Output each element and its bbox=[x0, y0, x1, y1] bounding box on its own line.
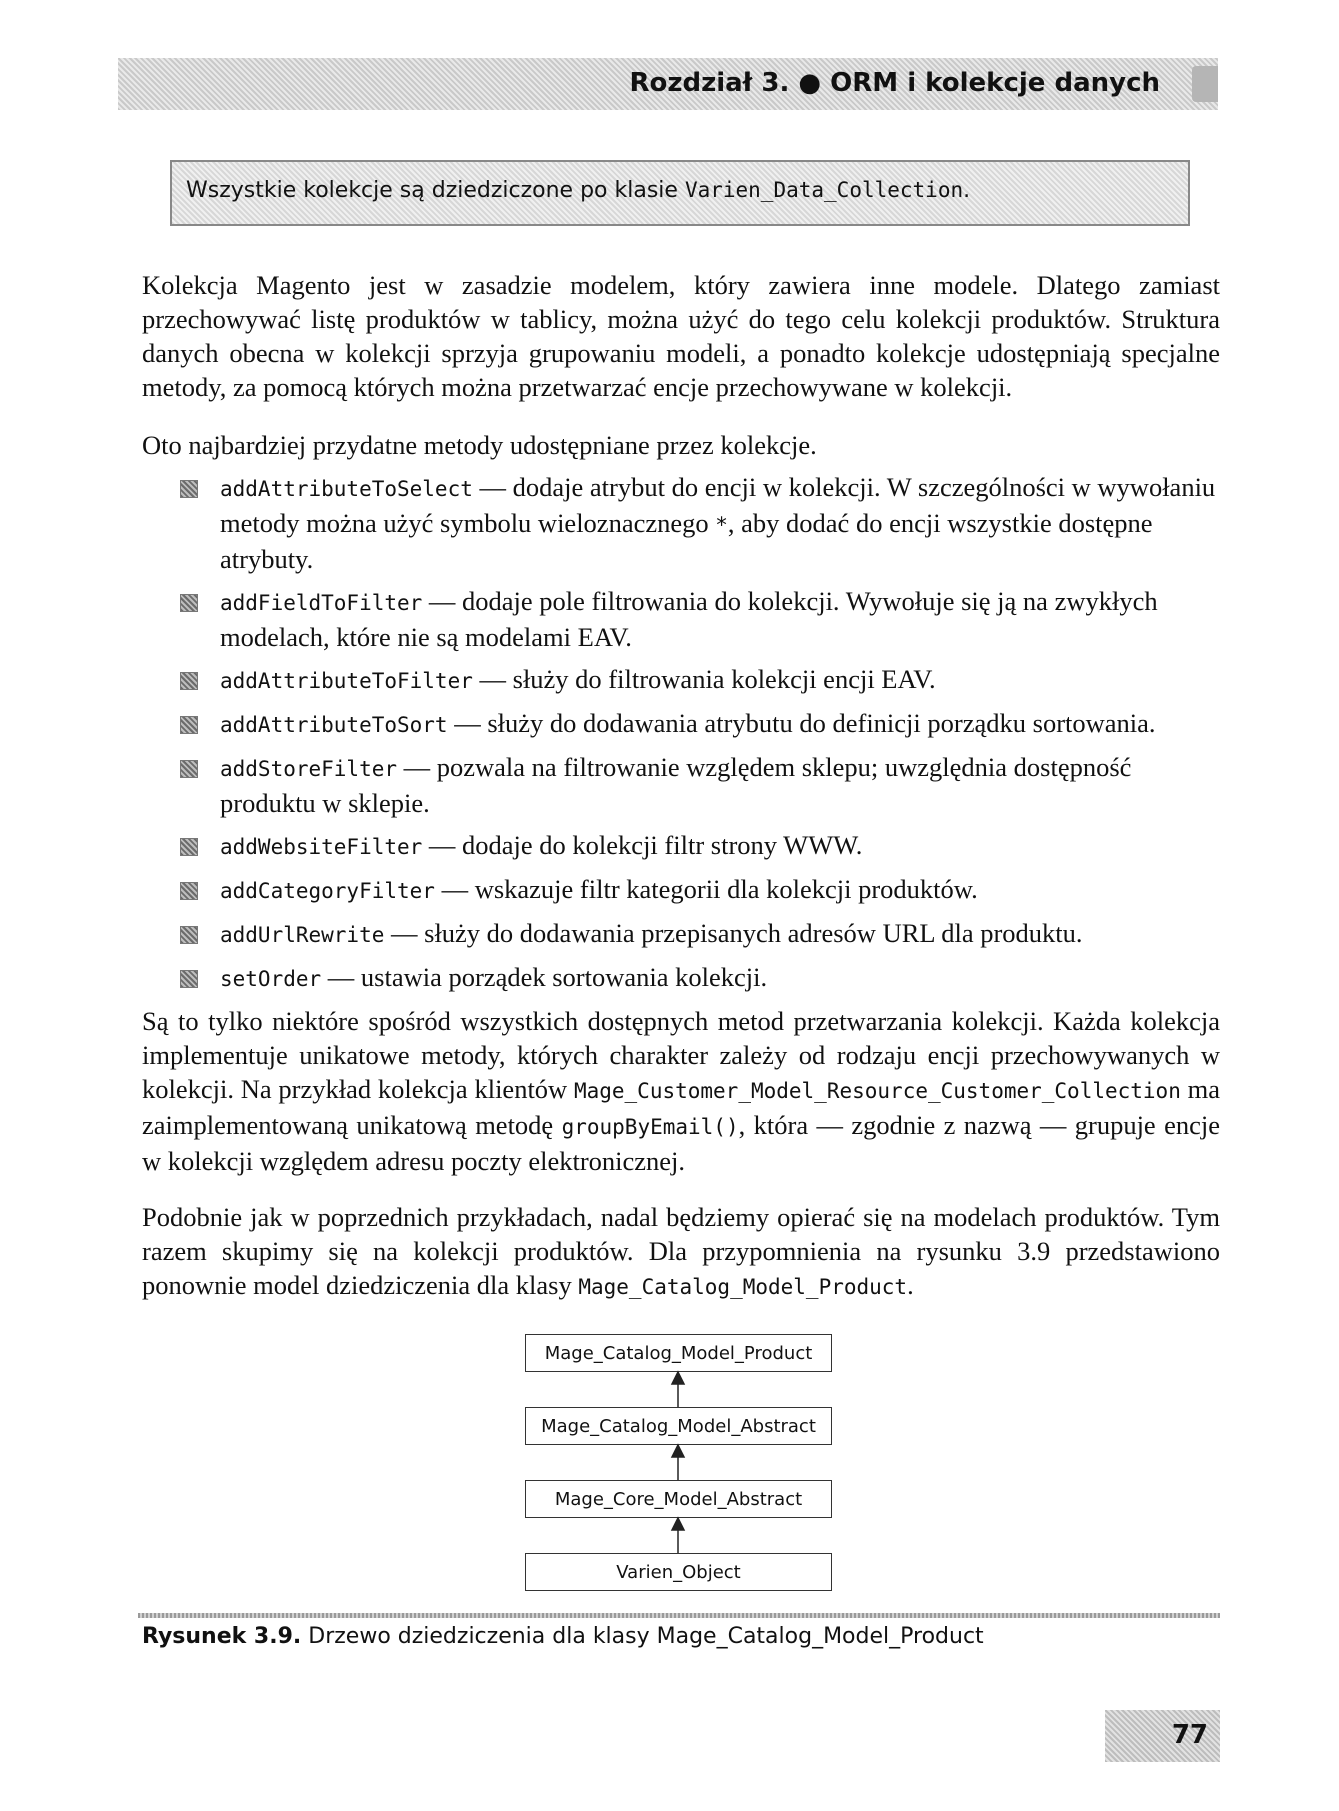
list-item: addAttributeToSort — służy do dodawania atrybutu do definicji porządku sortowania. bbox=[176, 706, 1216, 742]
page-number: 77 bbox=[1171, 1720, 1208, 1750]
list-item: addUrlRewrite — służy do dodawania przepisanych adresów URL dla produktu. bbox=[176, 916, 1216, 952]
arrow-up-icon bbox=[672, 1518, 684, 1530]
caption-divider bbox=[138, 1613, 1220, 1618]
chapter-title: Rozdział 3. ● ORM i kolekcje danych bbox=[629, 68, 1160, 98]
list-item: addAttributeToFilter — służy do filtrowania kolekcji encji EAV. bbox=[176, 662, 1216, 698]
header-tab-marker bbox=[1192, 66, 1218, 102]
arrow-up-icon bbox=[672, 1445, 684, 1457]
bullet-square-icon bbox=[180, 760, 198, 778]
inline-code: Mage_Catalog_Model_Product bbox=[578, 1275, 908, 1299]
inline-code: Mage_Customer_Model_Resource_Customer_Collection bbox=[573, 1079, 1181, 1103]
bullet-square-icon bbox=[180, 970, 198, 988]
bullet-square-icon bbox=[180, 838, 198, 856]
paragraph-2: Oto najbardziej przydatne metody udostępniane przez kolekcje. bbox=[142, 430, 817, 460]
list-item: addAttributeToSelect — dodaje atrybut do encji w kolekcji. W szczególności w wywołaniu metody można użyć symbolu wieloznacznego *, aby dodać do encji wszystkie dostępne atrybuty. bbox=[176, 470, 1216, 576]
list-item: addCategoryFilter — wskazuje filtr kategorii dla kolekcji produktów. bbox=[176, 872, 1216, 908]
bullet-square-icon bbox=[180, 716, 198, 734]
bullet-square-icon bbox=[180, 926, 198, 944]
note-box bbox=[170, 160, 1190, 226]
list-item: addFieldToFilter — dodaje pole filtrowania do kolekcji. Wywołuje się ją na zwykłych modelach, które nie są modelami EAV. bbox=[176, 584, 1216, 654]
arrow-up-icon bbox=[672, 1372, 684, 1384]
diagram-box-varien-object: Varien_Object bbox=[525, 1553, 832, 1591]
list-item: addStoreFilter — pozwala na filtrowanie względem sklepu; uwzględnia dostępność produktu w sklepie. bbox=[176, 750, 1216, 820]
page-number-tab bbox=[1105, 1710, 1220, 1762]
bullet-square-icon bbox=[180, 882, 198, 900]
list-item: setOrder — ustawia porządek sortowania kolekcji. bbox=[176, 960, 1216, 996]
bullet-square-icon bbox=[180, 480, 198, 498]
paragraph-4: Podobnie jak w poprzednich przykładach, nadal będziemy opierać się na modelach produktów. Tym razem skupimy się na kolekcji produktów. Dla przypomnienia na rysunku 3.9 przedstawiono ponownie model dziedziczenia dla klasy Mage_Catalog_Model_Product. bbox=[142, 1202, 1220, 1300]
inline-code: groupByEmail() bbox=[561, 1115, 739, 1139]
running-header bbox=[118, 58, 1218, 110]
list-item: addWebsiteFilter — dodaje do kolekcji filtr strony WWW. bbox=[176, 828, 1216, 864]
bullet-square-icon bbox=[180, 594, 198, 612]
diagram-box-core-abstract: Mage_Core_Model_Abstract bbox=[525, 1480, 832, 1518]
paragraph-3: Są to tylko niektóre spośród wszystkich dostępnych metod przetwarzania kolekcji. Każda kolekcja implementuje unikatowe metody, których charakter zależy od rodzaju encji przechowywanych w kolekcji. Na przykład kolekcja klientów Mage_Customer_Model_Resource_Customer_Collection ma zaimplementowaną unikatową metodę groupByEmail(), która — zgodnie z nazwą — grupuje encje w kolekcji względem adresu poczty elektronicznej. bbox=[142, 1006, 1220, 1176]
paragraph-1: Kolekcja Magento jest w zasadzie modelem, który zawiera inne modele. Dlatego zamiast przechowywać listę produktów w tablicy, można użyć do tego celu kolekcji produktów. Struktura danych obecna w kolekcji sprzyja grupowaniu modeli, a ponadto kolekcje udostępniają specjalne metody, za pomocą których można przetwarzać encje przechowywane w kolekcji. bbox=[142, 270, 1220, 402]
diagram-box-product: Mage_Catalog_Model_Product bbox=[525, 1334, 832, 1372]
note-text: Wszystkie kolekcje są dziedziczone po klasie Varien_Data_Collection. bbox=[186, 178, 971, 203]
figure-caption: Rysunek 3.9. Drzewo dziedziczenia dla klasy Mage_Catalog_Model_Product bbox=[142, 1624, 984, 1649]
methods-list bbox=[176, 470, 1216, 1004]
bullet-square-icon bbox=[180, 672, 198, 690]
diagram-box-catalog-abstract: Mage_Catalog_Model_Abstract bbox=[525, 1407, 832, 1445]
note-code: Varien_Data_Collection bbox=[684, 178, 964, 202]
